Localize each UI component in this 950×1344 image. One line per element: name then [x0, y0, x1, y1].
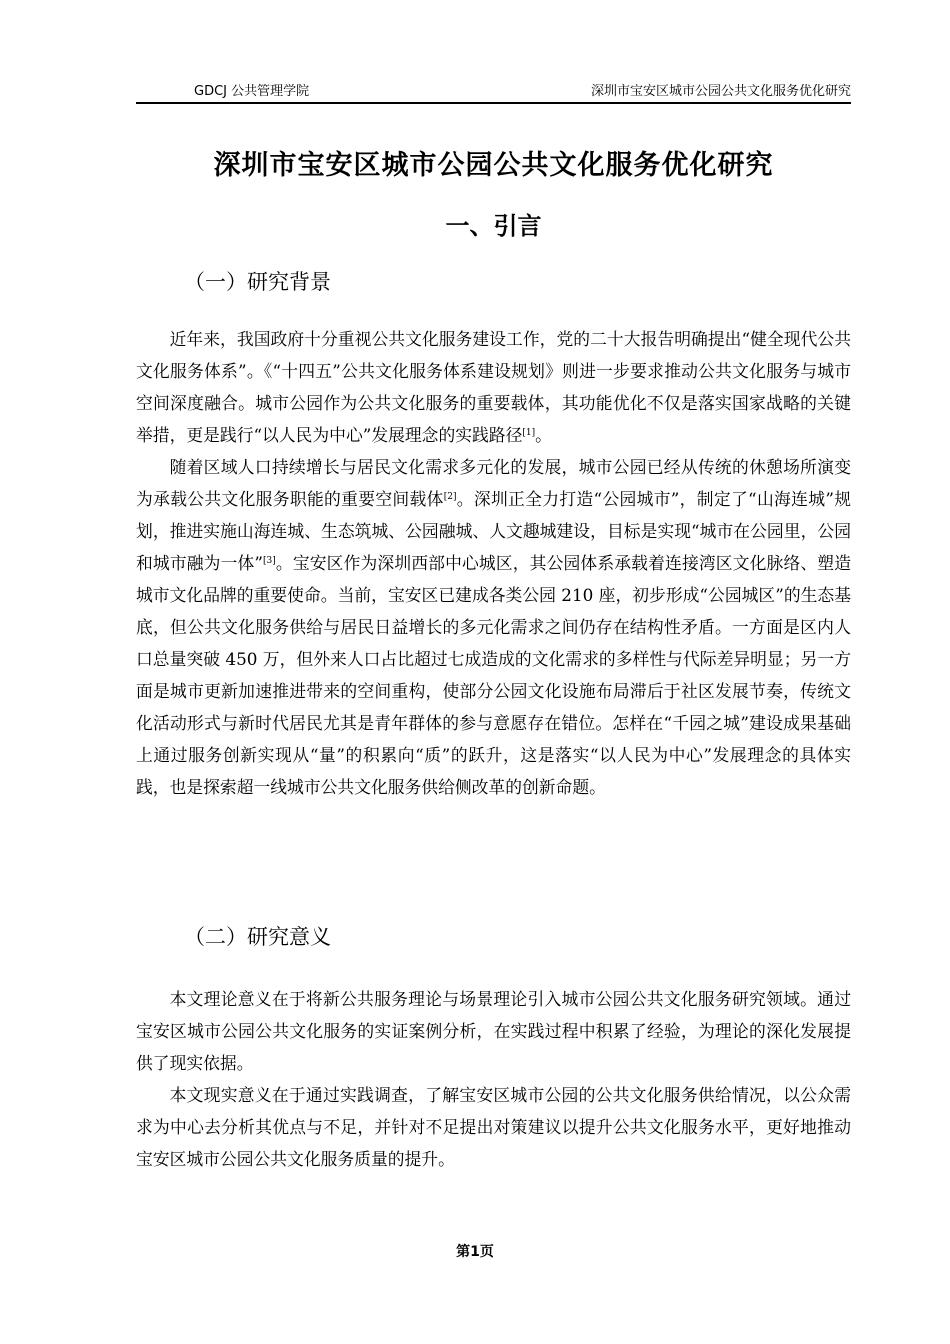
- paragraph-background-1: [136, 323, 851, 451]
- citation-ref-2: [2]: [443, 492, 457, 502]
- page-number: 第1页: [456, 1244, 494, 1260]
- paragraph-text: 随着区域人口持续增长与居民文化需求多元化的发展，城市公园已经从传统的休憩场所演变为承载公共文化服务职能的重要空间载体: [136, 457, 851, 509]
- significance-body: [136, 983, 851, 1175]
- background-body: [136, 323, 851, 803]
- section-heading-introduction: 一、引言: [445, 212, 542, 240]
- page-header: [136, 80, 851, 104]
- paragraph-text: 。: [535, 425, 552, 445]
- citation-ref-1: [1]: [522, 428, 536, 438]
- paragraph-text: 近年来，我国政府十分重视公共文化服务建设工作，党的二十大报告明确提出“健全现代公共文化服务体系”。《“十四五”公共文化服务体系建设规划》则进一步要求推动公共文化服务与城市空间深度融合。城市公园作为公共文化服务的重要载体，其功能优化不仅是落实国家战略的关键举措，更是践行“以人民为中心”发展理念的实践路径: [136, 329, 851, 445]
- paragraph-background-2: [136, 451, 851, 803]
- paragraph-text: 。深圳正全力打造“公园城市”，制定了“山海连城”规划，推进实施山海连城、生态筑城、公园融城、人文趣城建设，目标是实现“城市在公园里，公园和城市融为一体”: [136, 489, 851, 573]
- paragraph-text: 本文现实意义在于通过实践调查，了解宝安区城市公园的公共文化服务供给情况，以公众需求为中心去分析其优点与不足，并针对不足提出对策建议以提升公共文化服务水平，更好地推动宝安区城市公园公共文化服务质量的提升。: [136, 1085, 851, 1169]
- document-title: 深圳市宝安区城市公园公共文化服务优化研究: [213, 150, 774, 181]
- paragraph-significance-1: [136, 983, 851, 1079]
- subsection-heading-background: （一）研究背景: [184, 270, 331, 294]
- subsection-heading-significance: （二）研究意义: [184, 925, 331, 949]
- paragraph-text: 。宝安区作为深圳西部中心城区，其公园体系承载着连接湾区文化脉络、塑造城市文化品牌的重要使命。当前，宝安区已建成各类公园 210 座，初步形成“公园城区”的生态基底，但公共文化服务供给与居民日益增长的多元化需求之间仍存在结构性矛盾。一方面是区内人口总量突破 450 万，但外来人口占比超过七成造成的文化需求的多样性与代际差异明显；另一方面是城市更新加速推进带来的空间重构，使部分公园文化设施布局滞后于社区发展节奏，传统文化活动形式与新时代居民尤其是青年群体的参与意愿存在错位。怎样在“千园之城”建设成果基础上通过服务创新实现从“量”的积累向“质”的跃升，这是落实“以人民为中心”发展理念的具体实践，也是探索超一线城市公共文化服务供给侧改革的创新命题。: [136, 553, 851, 797]
- citation-ref-3: [3]: [263, 556, 276, 566]
- header-running-title: 深圳市宝安区城市公园公共文化服务优化研究: [590, 84, 851, 99]
- paragraph-significance-2: [136, 1079, 851, 1175]
- header-institution: GDCJ 公共管理学院: [194, 84, 310, 99]
- paragraph-text: 本文理论意义在于将新公共服务理论与场景理论引入城市公园公共文化服务研究领域。通过宝安区城市公园公共文化服务的实证案例分析，在实践过程中积累了经验，为理论的深化发展提供了现实依据。: [136, 989, 851, 1073]
